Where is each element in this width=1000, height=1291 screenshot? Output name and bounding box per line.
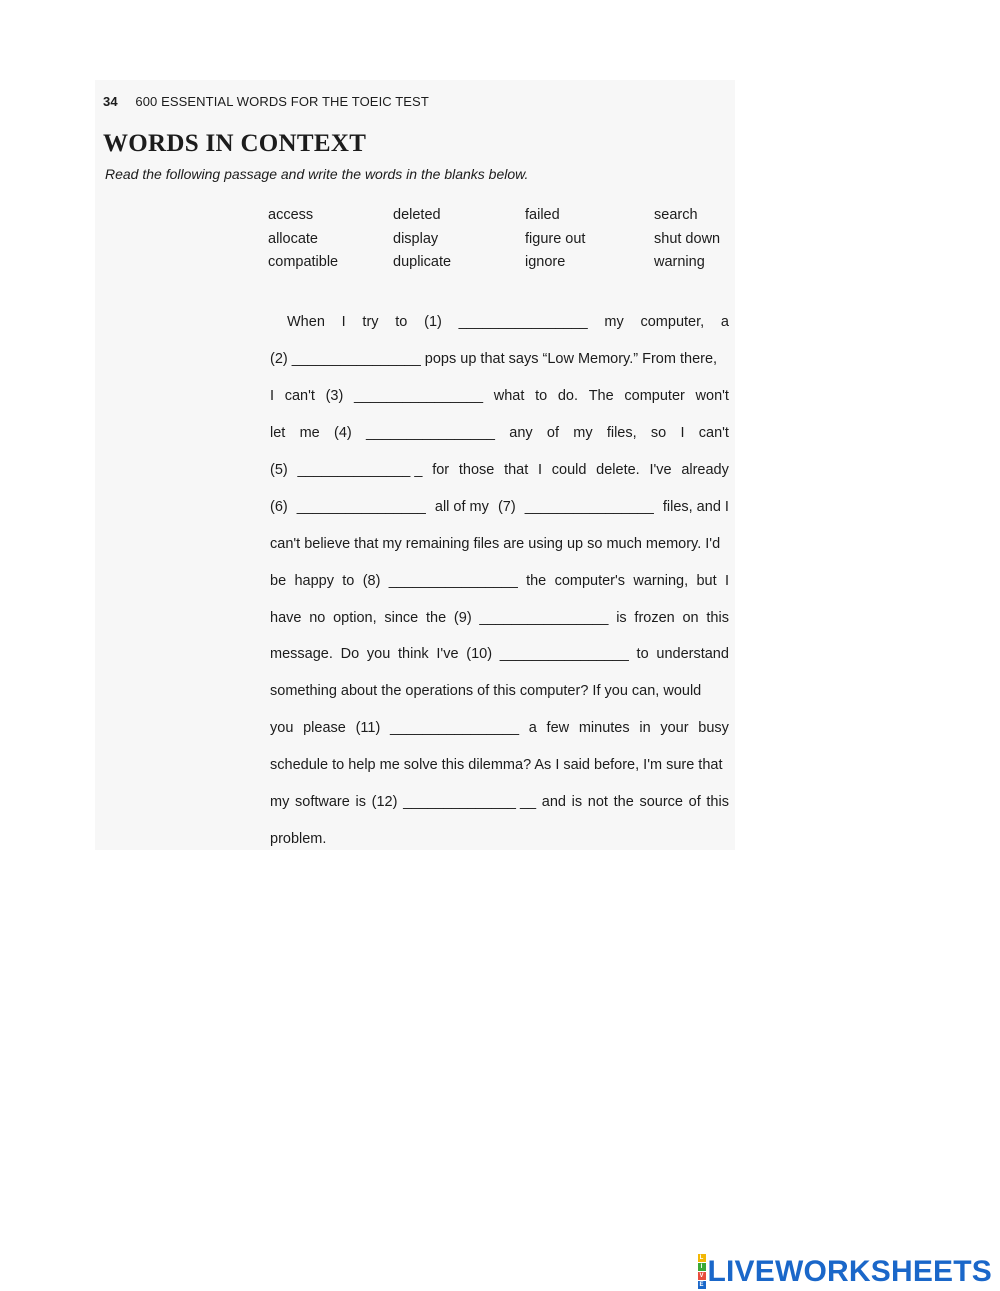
passage-line xyxy=(270,341,729,378)
word-bank-item: display xyxy=(393,230,439,247)
passage-word: to xyxy=(342,572,355,589)
passage-word: ________________ xyxy=(458,314,588,331)
passage-word: (5) xyxy=(270,462,288,478)
word-bank-item: failed xyxy=(525,207,560,223)
passage-word: (1) xyxy=(424,314,442,331)
passage-word: happy xyxy=(294,572,334,589)
passage-word: not xyxy=(587,794,608,811)
passage-word: on xyxy=(682,609,699,626)
passage-line xyxy=(270,820,729,857)
passage-word: When xyxy=(287,314,325,331)
passage-word: but xyxy=(696,572,717,589)
passage-word: (11) xyxy=(355,720,381,737)
passage-line xyxy=(270,488,729,525)
passage-word: of xyxy=(688,794,701,811)
passage-word: is xyxy=(616,609,627,626)
passage-word: could xyxy=(551,462,587,478)
passage-word: so xyxy=(650,425,667,442)
passage-word: ________________ xyxy=(390,720,520,737)
passage-word: understand xyxy=(656,646,729,663)
passage-word: what xyxy=(493,388,525,405)
passage-word: let xyxy=(270,425,286,442)
passage-word: I xyxy=(270,388,275,405)
passage-word: (12) xyxy=(371,794,398,811)
passage-word: you xyxy=(366,646,391,663)
passage-word: ______________ _ xyxy=(297,462,423,478)
passage-word: a xyxy=(528,720,537,737)
passage-word: ________________ xyxy=(499,646,629,663)
passage-word: ________________ xyxy=(479,609,609,626)
passage-word: files, and I xyxy=(662,498,729,515)
passage-word: software xyxy=(295,794,350,811)
word-bank-item: figure out xyxy=(525,230,586,247)
word-bank-item: shut down xyxy=(654,230,721,247)
passage-word: the xyxy=(613,794,634,811)
passage-word: (8) xyxy=(362,572,381,589)
passage-word: ________________ xyxy=(296,498,426,515)
passage-word: ______________ __ xyxy=(403,794,537,811)
passage-word: files, xyxy=(606,425,637,442)
passage-line xyxy=(270,452,729,489)
passage-word: ________________ xyxy=(365,425,495,442)
passage-word: ________________ xyxy=(524,498,654,515)
word-bank-item: search xyxy=(654,207,698,223)
passage-word: I've xyxy=(436,646,459,663)
passage-word: message. xyxy=(270,646,333,663)
passage-word: think xyxy=(398,646,429,663)
passage-word: ________________ xyxy=(388,572,518,589)
passage-word: (2) ________________ pops up that says “Low Memory.” From there, xyxy=(270,351,718,368)
passage-word: can't believe that my remaining files are using up so much memory. I'd xyxy=(270,535,721,552)
passage-word: that xyxy=(504,462,529,478)
passage-word: (10) xyxy=(466,646,493,663)
passage-word: in xyxy=(639,720,651,737)
word-bank-item: duplicate xyxy=(393,254,452,270)
passage-word: Do xyxy=(340,646,360,663)
logo-tile: V xyxy=(699,1273,704,1279)
passage-word: option, xyxy=(333,609,377,626)
passage-line xyxy=(270,304,729,341)
passage-word: (9) xyxy=(453,609,472,626)
passage-line xyxy=(270,747,729,784)
page-number: 34 xyxy=(103,94,118,109)
passage-word: already xyxy=(681,462,729,478)
passage-word: to xyxy=(636,646,649,663)
passage-word: to xyxy=(535,388,548,405)
passage-word: try xyxy=(362,314,379,331)
section-title: WORDS IN CONTEXT xyxy=(103,130,367,157)
passage-word: The xyxy=(588,388,614,405)
passage-word: I xyxy=(538,462,543,478)
passage-word: this xyxy=(706,609,729,626)
passage-word: schedule to help me solve this dilemma? As I said before, I'm sure that xyxy=(270,757,723,774)
logo-text: LIVEWORKSHEETS xyxy=(707,1254,992,1288)
passage-line xyxy=(270,636,729,673)
passage-word: I xyxy=(341,314,346,331)
passage-word: can't xyxy=(698,425,729,442)
passage-word: (6) xyxy=(270,498,288,515)
passage-word: the xyxy=(526,572,547,589)
logo-tile: L xyxy=(698,1254,706,1262)
instructions: Read the following passage and write the words in the blanks below. xyxy=(105,166,529,182)
passage-word: my xyxy=(573,425,593,442)
passage-line xyxy=(270,673,729,710)
passage-word: have xyxy=(270,609,302,626)
passage-word: computer xyxy=(624,388,685,405)
passage-word: is xyxy=(355,794,366,811)
logo-tile: I xyxy=(698,1263,706,1271)
passage xyxy=(270,304,729,857)
word-bank-item: warning xyxy=(654,254,705,270)
passage-word: please xyxy=(303,720,346,737)
word-bank-item: access xyxy=(268,207,314,223)
passage-word: do. xyxy=(557,388,579,405)
page-header xyxy=(103,94,429,109)
passage-line xyxy=(270,710,729,747)
passage-word: computer's xyxy=(554,572,626,589)
passage-word: this xyxy=(706,794,729,811)
passage-word: and xyxy=(541,794,566,811)
passage-word: for xyxy=(432,462,450,478)
word-bank xyxy=(268,207,748,278)
passage-word: I xyxy=(680,425,685,442)
liveworksheets-logo xyxy=(698,1254,993,1289)
passage-word: me xyxy=(299,425,320,442)
passage-word: frozen xyxy=(634,609,675,626)
passage-word: (3) xyxy=(325,388,344,405)
passage-word: minutes xyxy=(578,720,630,737)
passage-word: busy xyxy=(698,720,729,737)
passage-line xyxy=(270,415,729,452)
book-title: 600 ESSENTIAL WORDS FOR THE TOEIC TEST xyxy=(135,94,429,109)
passage-word: warning, xyxy=(633,572,689,589)
passage-word: can't xyxy=(284,388,315,405)
passage-word: your xyxy=(660,720,689,737)
passage-word: my xyxy=(270,794,290,811)
passage-word: my xyxy=(604,314,624,331)
passage-word: source xyxy=(639,794,683,811)
passage-word: problem. xyxy=(270,830,327,847)
passage-word: ________________ xyxy=(354,388,484,405)
passage-word: is xyxy=(571,794,583,811)
word-bank-item: deleted xyxy=(393,207,441,223)
passage-word: to xyxy=(395,314,408,331)
word-bank-item: allocate xyxy=(268,230,318,247)
word-bank-item: compatible xyxy=(268,254,339,270)
passage-word: won't xyxy=(695,388,729,405)
passage-word: any xyxy=(509,425,533,442)
passage-word: since xyxy=(384,609,419,626)
passage-word: computer, xyxy=(640,314,705,331)
passage-word: of xyxy=(546,425,559,442)
logo-tile: E xyxy=(699,1282,704,1288)
passage-word: I've xyxy=(649,462,672,478)
passage-word: those xyxy=(458,462,495,478)
passage-line xyxy=(270,599,729,636)
word-bank-item: ignore xyxy=(525,254,566,270)
passage-line xyxy=(270,525,729,562)
passage-word: I xyxy=(724,572,729,589)
passage-word: delete. xyxy=(596,462,640,478)
passage-line xyxy=(270,784,729,821)
logo-tiles-icon xyxy=(698,1254,706,1289)
passage-word: (7) xyxy=(497,498,516,515)
passage-word: (4) xyxy=(333,425,352,442)
passage-word: be xyxy=(270,572,287,589)
passage-word: you xyxy=(270,720,294,737)
passage-word: no xyxy=(309,609,326,626)
passage-word: a xyxy=(720,314,729,331)
passage-line xyxy=(270,562,729,599)
passage-word: few xyxy=(546,720,570,737)
passage-word: the xyxy=(426,609,447,626)
passage-line xyxy=(270,378,729,415)
passage-word: something about the operations of this computer? If you can, would xyxy=(270,683,702,700)
passage-word: all of my xyxy=(434,498,489,515)
